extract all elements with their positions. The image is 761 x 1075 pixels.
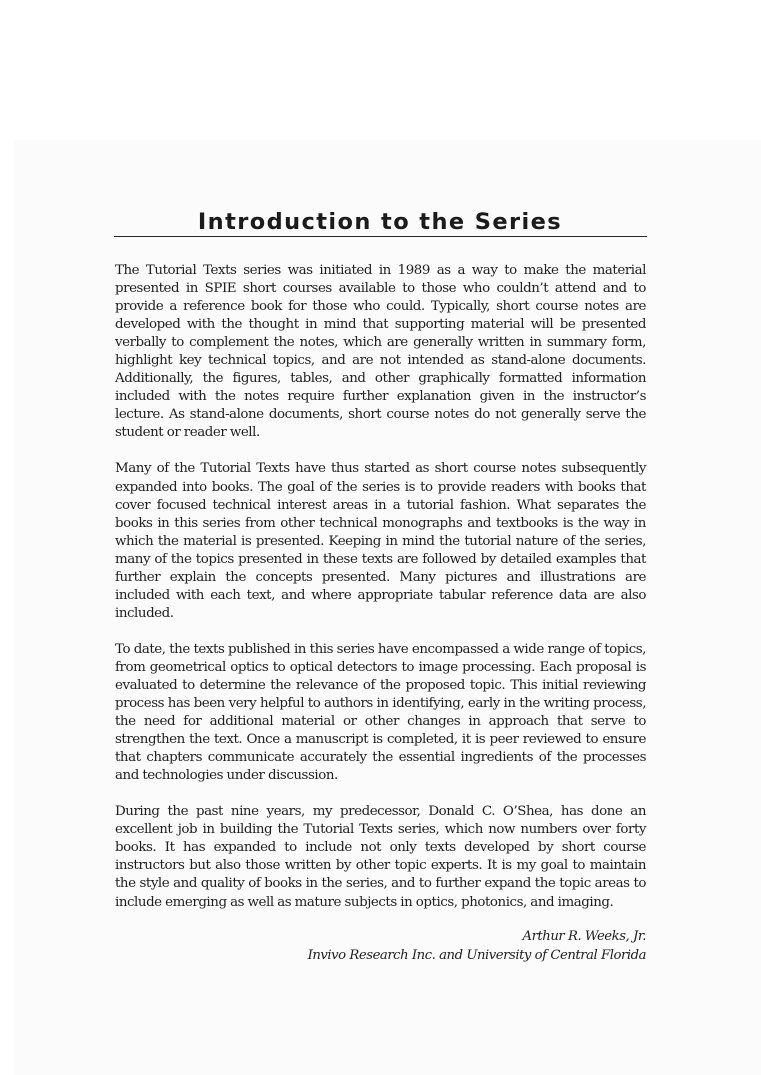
signature-affiliation: Invivo Research Inc. and University of Central Florida bbox=[307, 947, 646, 963]
signature-name: Arthur R. Weeks, Jr. bbox=[522, 929, 646, 944]
signature-block bbox=[300, 928, 646, 965]
paragraph-1: The Tutorial Texts series was initiated in 1989 as a way to make the material presented in SPIE short courses available to those who couldn’t attend and to provide a reference book for those who could. Typically, short course notes are developed with the thought in mind that supporting material will be presented verbally to complement the notes, which are generally written in summary form, highlight key technical topics, and are not intended as stand-alone documents. Additionally, the figures, tables, and other graphically formatted information included with the notes require further explanation given in the instructor’s lecture. As stand-alone documents, short course notes do not generally serve the student or reader well. bbox=[115, 263, 646, 441]
paragraph-3: To date, the texts published in this series have encompassed a wide range of topics, from geometrical optics to optical detectors to image processing. Each proposal is evaluated to determine the relevance of the proposed topic. This initial reviewing process has been very helpful to authors in identifying, early in the writing process, the need for additional material or other changes in approach that serve to strengthen the text. Once a manuscript is completed, it is peer reviewed to ensure that chapters communicate accurately the essential ingredients of the processes and technologies under discussion. bbox=[115, 641, 646, 784]
body-text bbox=[115, 262, 646, 930]
title-underline bbox=[114, 236, 647, 237]
page-title: Introduction to the Series bbox=[197, 209, 563, 235]
paragraph-4: During the past nine years, my predecessor, Donald C. O’Shea, has done an excellent job in building the Tutorial Texts series, which now numbers over forty books. It has expanded to include not only texts developed by short course instructors but also those written by other topic experts. It is my goal to maintain the style and quality of books in the series, and to further expand the topic areas to include emerging as well as mature subjects in optics, photonics, and imaging. bbox=[115, 804, 646, 910]
paragraph-2: Many of the Tutorial Texts have thus started as short course notes subsequently expanded into books. The goal of the series is to provide readers with books that cover focused technical interest areas in a tutorial fashion. What separates the books in this series from other technical monographs and textbooks is the way in which the material is presented. Keeping in mind the tutorial nature of the series, many of the topics presented in these texts are followed by detailed examples that further explain the concepts presented. Many pictures and illustrations are included with each text, and where appropriate tabular reference data are also included. bbox=[115, 461, 646, 621]
